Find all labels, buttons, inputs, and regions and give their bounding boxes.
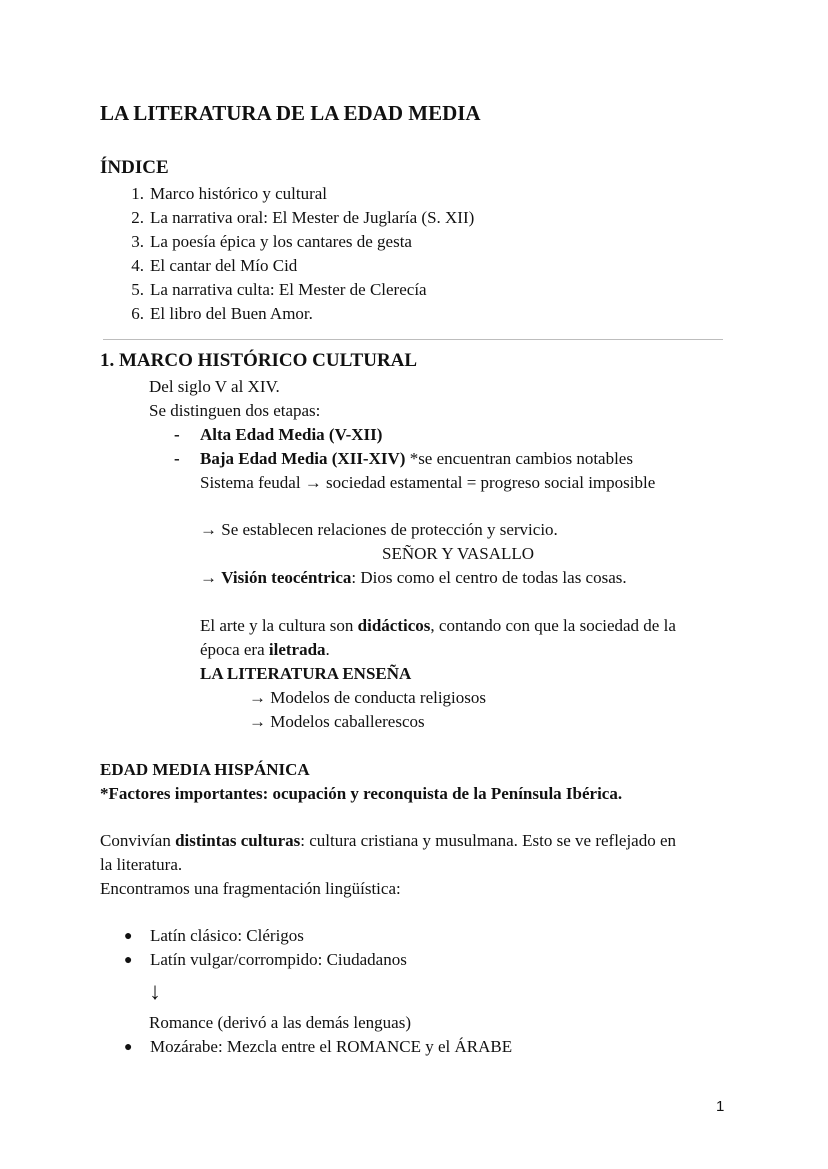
index-item-number: 3.	[131, 232, 144, 251]
plain-text: Convivían	[100, 831, 176, 850]
plain-text: : cultura cristiana y musulmana. Esto se ve reflejado en	[300, 831, 677, 850]
subheading: LA LITERATURA ENSEÑA	[200, 664, 412, 683]
paragraph-line: Del siglo V al XIV.	[149, 377, 280, 396]
index-heading: ÍNDICE	[100, 157, 169, 178]
index-item	[120, 304, 313, 324]
paragraph-line: Romance (derivó a las demás lenguas)	[149, 1013, 411, 1032]
dash-marker: -	[174, 449, 180, 468]
stage-label: Baja Edad Media (XII-XIV)	[200, 449, 406, 468]
index-item-number: 5.	[131, 280, 144, 299]
index-item-text: La poesía épica y los cantares de gesta	[150, 232, 412, 251]
bold-term: didácticos	[357, 616, 431, 635]
plain-text: época era	[200, 640, 269, 659]
paragraph-line: → Modelos caballerescos	[249, 712, 425, 731]
index-item-number: 1.	[131, 184, 144, 203]
factors-note: *Factores importantes: ocupación y reconquista de la Península Ibérica.	[100, 784, 623, 803]
paragraph-line: la literatura.	[100, 855, 183, 874]
paragraph-line: Encontramos una fragmentación lingüística:	[100, 879, 401, 898]
dash-marker: -	[174, 425, 180, 444]
list-item-text: Latín vulgar/corrompido: Ciudadanos	[150, 950, 407, 969]
index-item	[120, 256, 297, 276]
paragraph-line	[200, 568, 627, 588]
index-item-text: Marco histórico y cultural	[150, 184, 328, 203]
stage-item	[174, 425, 382, 445]
paragraph-line: Sistema feudal → sociedad estamental = progreso social imposible	[200, 473, 656, 492]
stage-item	[174, 449, 633, 469]
paragraph-line: → Modelos de conducta religiosos	[249, 688, 487, 707]
plain-text: , contando con que la sociedad de la	[430, 616, 676, 635]
index-item	[120, 184, 327, 204]
bullet-icon: ●	[124, 929, 133, 944]
bold-term: iletrada	[268, 640, 326, 659]
paragraph-line: Se distinguen dos etapas:	[149, 401, 321, 420]
plain-text: : Dios como el centro de todas las cosas.	[351, 568, 627, 587]
index-item-text: La narrativa oral: El Mester de Juglaría (S. XII)	[150, 208, 475, 227]
section-heading: EDAD MEDIA HISPÁNICA	[100, 760, 310, 779]
stage-note: *se encuentran cambios notables	[405, 449, 633, 468]
index-item-number: 6.	[131, 304, 144, 323]
index-item	[120, 232, 412, 252]
section-heading: 1. MARCO HISTÓRICO CULTURAL	[100, 350, 418, 371]
plain-text: El arte y la cultura son	[200, 616, 358, 635]
index-item-text: La narrativa culta: El Mester de Clerecía	[150, 280, 427, 299]
stage-label: Alta Edad Media (V-XII)	[200, 425, 383, 444]
paragraph-line	[100, 831, 676, 851]
horizontal-divider	[103, 339, 723, 340]
list-item	[124, 950, 407, 972]
index-item-number: 2.	[131, 208, 144, 227]
list-item	[124, 926, 304, 948]
bold-term: distintas culturas	[175, 831, 301, 850]
index-item-number: 4.	[131, 256, 144, 275]
down-arrow-icon: ↓	[149, 979, 161, 1005]
plain-text: .	[325, 640, 330, 659]
bold-term: Visión teocéntrica	[221, 568, 352, 587]
bullet-icon: ●	[124, 1040, 133, 1055]
index-item	[120, 280, 427, 300]
index-item-text: El cantar del Mío Cid	[150, 256, 298, 275]
page-number: 1	[716, 1098, 725, 1115]
index-item-text: El libro del Buen Amor.	[150, 304, 313, 323]
document-title: LA LITERATURA DE LA EDAD MEDIA	[100, 101, 481, 125]
list-item-text: Latín clásico: Clérigos	[150, 926, 304, 945]
bullet-icon: ●	[124, 953, 133, 968]
centered-caption: SEÑOR Y VASALLO	[382, 544, 535, 563]
paragraph-line: → Se establecen relaciones de protección y servicio.	[200, 520, 558, 539]
list-item-text: Mozárabe: Mezcla entre el ROMANCE y el ÁRABE	[150, 1037, 513, 1056]
arrow-text: →	[200, 568, 222, 587]
list-item	[124, 1037, 512, 1059]
paragraph-line	[200, 640, 330, 660]
index-item	[120, 208, 474, 228]
paragraph-line	[200, 616, 676, 636]
